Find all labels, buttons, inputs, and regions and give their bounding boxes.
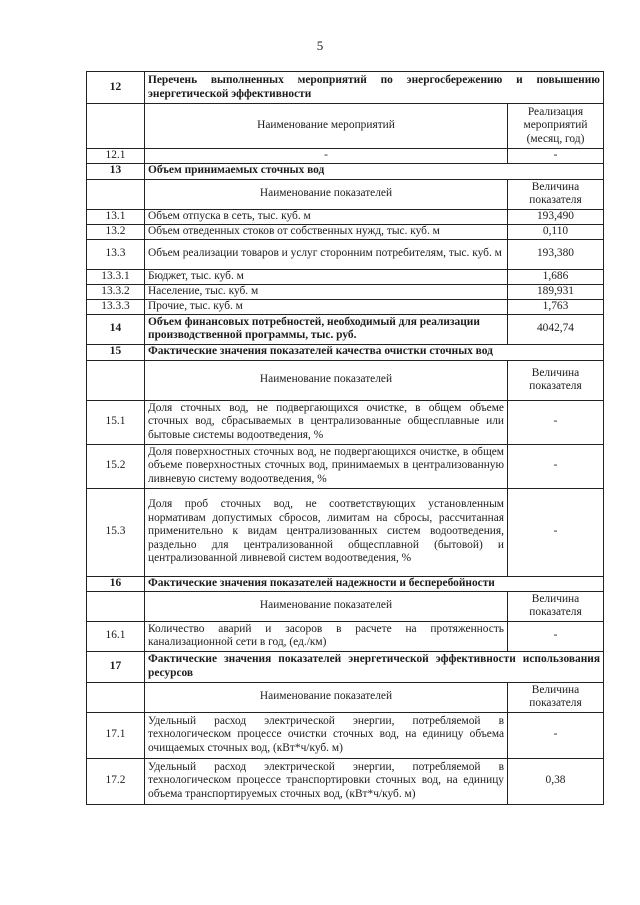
row-number: 13.3 — [87, 239, 145, 269]
table-row — [87, 400, 604, 444]
column-header-value: Реализация мероприятий (месяц, год) — [508, 104, 604, 149]
row-number: 16.1 — [87, 621, 145, 651]
row-name: Доля поверхностных сточных вод, не подвергающихся очистке, в общем объеме поверхностных сточных вод, принимаемых в централизованную ливневую систему водоотведения, % — [145, 444, 508, 488]
row-number: 15.3 — [87, 488, 145, 576]
row-value: 193,380 — [508, 239, 604, 269]
section-header — [87, 163, 604, 179]
section-header — [87, 576, 604, 591]
column-header-row — [87, 682, 604, 712]
row-name: Количество аварий и засоров в расчете на протяженность канализационной сети в год, (ед./км) — [145, 621, 508, 651]
row-name: Объем реализации товаров и услуг сторонним потребителям, тыс. куб. м — [145, 239, 508, 269]
row-number: 13.3.2 — [87, 284, 145, 299]
row-value: - — [508, 488, 604, 576]
table-row — [87, 299, 604, 314]
row-value: - — [508, 400, 604, 444]
row-number: 17.1 — [87, 712, 145, 758]
column-header-name: Наименование мероприятий — [145, 104, 508, 149]
section-number: 16 — [87, 576, 145, 591]
row-number: 13.1 — [87, 209, 145, 224]
section-header — [87, 651, 604, 682]
row-name: Удельный расход электрической энергии, потребляемой в технологическом процессе транспортировки сточных вод, на единицу объема транспортируемых сточных вод, (кВт*ч/куб. м) — [145, 758, 508, 804]
row-name: Объем отпуска в сеть, тыс. куб. м — [145, 209, 508, 224]
section-title: Объем финансовых потребностей, необходимый для реализации производственной программы, тыс. руб. — [145, 314, 508, 344]
row-value: 0,110 — [508, 224, 604, 239]
column-header-row — [87, 360, 604, 400]
row-value: 1,686 — [508, 269, 604, 284]
row-name: Доля проб сточных вод, не соответствующих установленным нормативам допустимых сбросов, лимитам на сбросы, рассчитанная применительно к видам централизованных систем водоотведения, раздельно для централизованной общесплавной (бытовой) и централизованной ливневой систем водоотведения, % — [145, 488, 508, 576]
row-value: - — [508, 444, 604, 488]
section-number: 12 — [87, 72, 145, 104]
section-header — [87, 314, 604, 344]
table-row — [87, 239, 604, 269]
table-row — [87, 712, 604, 758]
row-name: Прочие, тыс. куб. м — [145, 299, 508, 314]
column-header-name: Наименование показателей — [145, 591, 508, 621]
row-value: - — [508, 149, 604, 164]
row-value: 0,38 — [508, 758, 604, 804]
table-row — [87, 621, 604, 651]
table-row — [87, 444, 604, 488]
row-number: 15.2 — [87, 444, 145, 488]
row-name: Удельный расход электрической энергии, потребляемой в технологическом процессе очистки сточных вод, на единицу объема очищаемых сточных вод, (кВт*ч/куб. м) — [145, 712, 508, 758]
indicators-table — [86, 71, 604, 805]
section-title: Фактические значения показателей качества очистки сточных вод — [145, 344, 604, 360]
section-number: 17 — [87, 651, 145, 682]
table-row — [87, 149, 604, 164]
row-value: - — [508, 621, 604, 651]
section-title: Фактические значения показателей энергетической эффективности использования ресурсов — [145, 651, 604, 682]
row-name: Население, тыс. куб. м — [145, 284, 508, 299]
section-number: 14 — [87, 314, 145, 344]
column-header-value: Величина показателя — [508, 360, 604, 400]
row-name: Объем отведенных стоков от собственных нужд, тыс. куб. м — [145, 224, 508, 239]
row-value: 4042,74 — [508, 314, 604, 344]
table-row — [87, 284, 604, 299]
table-row — [87, 269, 604, 284]
row-number: 15.1 — [87, 400, 145, 444]
column-header-name: Наименование показателей — [145, 360, 508, 400]
column-header-row — [87, 104, 604, 149]
row-number: 13.2 — [87, 224, 145, 239]
column-header-row — [87, 591, 604, 621]
row-name: Бюджет, тыс. куб. м — [145, 269, 508, 284]
section-header — [87, 344, 604, 360]
table-row — [87, 224, 604, 239]
column-header-name: Наименование показателей — [145, 682, 508, 712]
section-header — [87, 72, 604, 104]
column-header-row — [87, 179, 604, 209]
page-number: 5 — [316, 38, 324, 53]
row-value: 193,490 — [508, 209, 604, 224]
table-row — [87, 488, 604, 576]
row-value: 1,763 — [508, 299, 604, 314]
row-name: - — [145, 149, 508, 164]
row-name: Доля сточных вод, не подвергающихся очистке, в общем объеме сточных вод, сбрасываемых в централизованные общесплавные или бытовые системы водоотведения, % — [145, 400, 508, 444]
column-header-name: Наименование показателей — [145, 179, 508, 209]
table-row — [87, 758, 604, 804]
column-header-value: Величина показателя — [508, 682, 604, 712]
row-value: - — [508, 712, 604, 758]
table-row — [87, 209, 604, 224]
section-title: Фактические значения показателей надежности и бесперебойности — [145, 576, 604, 591]
section-number: 15 — [87, 344, 145, 360]
row-value: 189,931 — [508, 284, 604, 299]
column-header-value: Величина показателя — [508, 591, 604, 621]
section-title: Перечень выполненных мероприятий по энергосбережению и повышению энергетической эффективности — [145, 72, 604, 104]
row-number: 13.3.1 — [87, 269, 145, 284]
column-header-value: Величина показателя — [508, 179, 604, 209]
section-number: 13 — [87, 163, 145, 179]
section-title: Объем принимаемых сточных вод — [145, 163, 604, 179]
row-number: 13.3.3 — [87, 299, 145, 314]
row-number: 17.2 — [87, 758, 145, 804]
row-number: 12.1 — [87, 149, 145, 164]
